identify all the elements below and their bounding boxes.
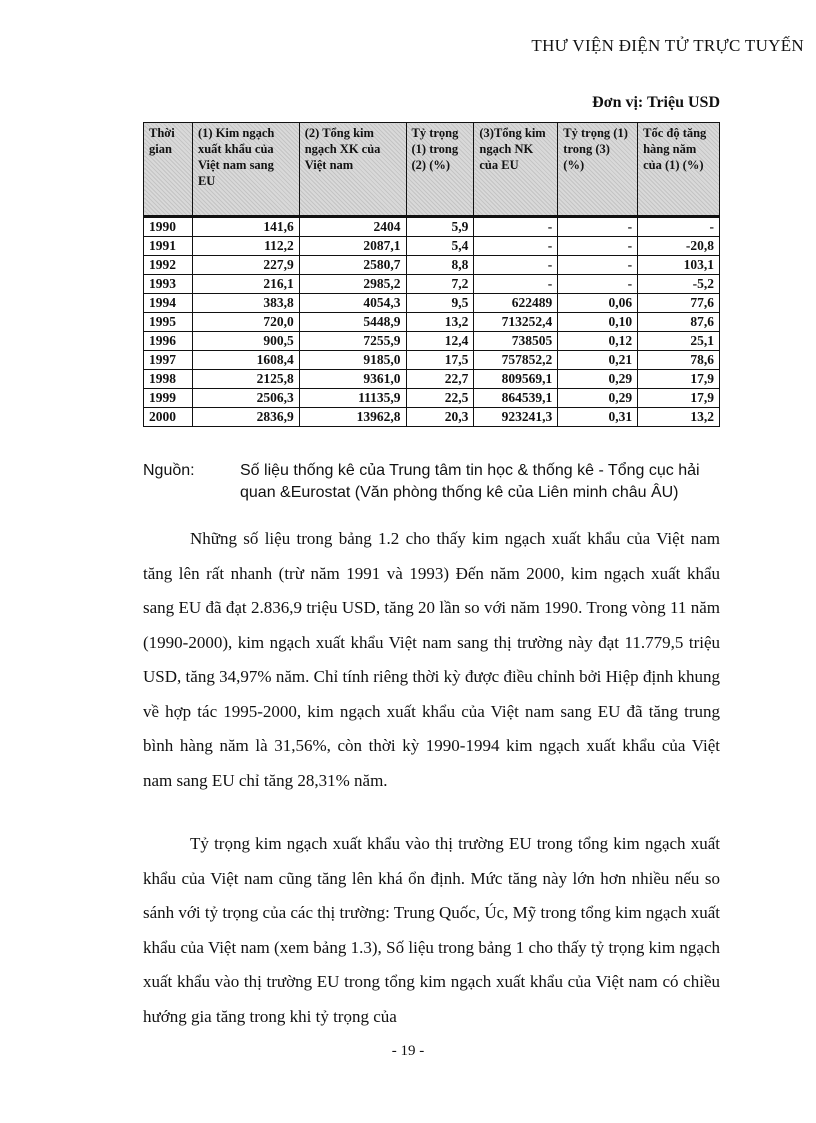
table-row: [144, 370, 720, 389]
table-header-row: [144, 123, 720, 217]
page-number: - 19 -: [391, 1043, 425, 1059]
table-row: [144, 389, 720, 408]
table-cell: -: [474, 256, 558, 275]
export-data-table: [143, 122, 720, 427]
table-cell: -5,2: [638, 275, 720, 294]
table-row: [144, 332, 720, 351]
table-cell: -: [474, 237, 558, 256]
table-cell: -: [474, 275, 558, 294]
table-cell: 900,5: [192, 332, 299, 351]
year-cell: 1998: [144, 370, 193, 389]
table-cell: 0,06: [558, 294, 638, 313]
table-cell: 720,0: [192, 313, 299, 332]
table-cell: 17,9: [638, 370, 720, 389]
header-cell: (1) Kim ngạch xuất khẩu của Việt nam sang EU: [192, 123, 299, 217]
table-cell: 0,21: [558, 351, 638, 370]
table-cell: 7255,9: [299, 332, 406, 351]
table-cell: 0,29: [558, 370, 638, 389]
table-cell: 11135,9: [299, 389, 406, 408]
table-cell: 22,7: [406, 370, 474, 389]
table-cell: 8,8: [406, 256, 474, 275]
table-cell: 22,5: [406, 389, 474, 408]
table-row: [144, 351, 720, 370]
table-cell: 77,6: [638, 294, 720, 313]
library-header: THƯ VIỆN ĐIỆN TỬ TRỰC TUYẾN: [531, 36, 804, 55]
header-cell: Thời gian: [144, 123, 193, 217]
table-cell: 383,8: [192, 294, 299, 313]
table-cell: 9361,0: [299, 370, 406, 389]
table-cell: 25,1: [638, 332, 720, 351]
table-cell: 17,5: [406, 351, 474, 370]
table-cell: 227,9: [192, 256, 299, 275]
table-cell: 112,2: [192, 237, 299, 256]
table-cell: 87,6: [638, 313, 720, 332]
table-row: [144, 313, 720, 332]
table-cell: 12,4: [406, 332, 474, 351]
table-cell: 0,31: [558, 408, 638, 427]
table-cell: 13,2: [406, 313, 474, 332]
table-row: [144, 256, 720, 275]
year-cell: 1991: [144, 237, 193, 256]
table-cell: 2087,1: [299, 237, 406, 256]
table-cell: 103,1: [638, 256, 720, 275]
table-cell: 17,9: [638, 389, 720, 408]
header-cell: Tốc độ tăng hàng năm của (1) (%): [638, 123, 720, 217]
table-cell: 923241,3: [474, 408, 558, 427]
table-cell: -: [558, 256, 638, 275]
unit-label: Đơn vị: Triệu USD: [592, 94, 720, 111]
table-row: [144, 294, 720, 313]
table-cell: 141,6: [192, 217, 299, 237]
table-cell: -: [474, 217, 558, 237]
table-row: [144, 408, 720, 427]
table-cell: 2836,9: [192, 408, 299, 427]
table-cell: 4054,3: [299, 294, 406, 313]
table-row: [144, 275, 720, 294]
table-cell: 2580,7: [299, 256, 406, 275]
table-cell: 9185,0: [299, 351, 406, 370]
table-cell: 5448,9: [299, 313, 406, 332]
source-note: [143, 460, 723, 504]
table-cell: 2985,2: [299, 275, 406, 294]
table-cell: 809569,1: [474, 370, 558, 389]
header-cell: Tỷ trọng (1) trong (2) (%): [406, 123, 474, 217]
table-cell: 0,12: [558, 332, 638, 351]
table-cell: -: [638, 217, 720, 237]
source-text: Số liệu thống kê của Trung tâm tin học & thống kê - Tổng cục hải quan &Eurostat (Văn phòng thống kê của Liên minh châu ÂU): [240, 462, 700, 501]
body-paragraph: Những số liệu trong bảng 1.2 cho thấy kim ngạch xuất khẩu của Việt nam tăng lên rất nhanh (trừ năm 1991 và 1993) Đến năm 2000, kim ngạch xuất khẩu sang EU đã đạt 2.836,9 triệu USD, tăng 20 lần so với năm 1990. Trong vòng 11 năm (1990-2000), kim ngạch xuất khẩu Việt nam sang thị trường này đạt 11.779,5 triệu USD, tăng 34,97% năm. Chỉ tính riêng thời kỳ được điều chỉnh bởi Hiệp định khung về hợp tác 1995-2000, kim ngạch xuất khẩu của Việt nam sang EU đã tăng trung bình hàng năm là 31,56%, còn thời kỳ 1990-1994 kim ngạch xuất khẩu của Việt nam sang EU chỉ tăng 28,31% năm.: [143, 529, 720, 790]
table-cell: 1608,4: [192, 351, 299, 370]
table-cell: 713252,4: [474, 313, 558, 332]
table-cell: 757852,2: [474, 351, 558, 370]
table-cell: 13,2: [638, 408, 720, 427]
table-cell: 9,5: [406, 294, 474, 313]
year-cell: 1993: [144, 275, 193, 294]
table-cell: 864539,1: [474, 389, 558, 408]
table-cell: 2404: [299, 217, 406, 237]
table-cell: 0,10: [558, 313, 638, 332]
table-cell: 13962,8: [299, 408, 406, 427]
table-cell: 738505: [474, 332, 558, 351]
table-cell: 2506,3: [192, 389, 299, 408]
year-cell: 1996: [144, 332, 193, 351]
source-label: Nguồn:: [143, 462, 195, 479]
body-paragraph: Tỷ trọng kim ngạch xuất khẩu vào thị trường EU trong tổng kim ngạch xuất khẩu của Việt nam cũng tăng lên khá ổn định. Mức tăng này lớn hơn nhiều nếu so sánh với tỷ trọng của các thị trường: Trung Quốc, Úc, Mỹ trong tổng kim ngạch xuất khẩu của Việt nam (xem bảng 1.3), Số liệu trong bảng 1 cho thấy tỷ trọng kim ngạch xuất khẩu vào thị trường EU trong tổng kim ngạch xuất khẩu của Việt nam có chiều hướng gia tăng trong khi tỷ trọng của: [143, 834, 720, 1026]
header-cell: (2) Tổng kim ngạch XK của Việt nam: [299, 123, 406, 217]
table-cell: -: [558, 237, 638, 256]
table-cell: 0,29: [558, 389, 638, 408]
table-row: [144, 217, 720, 237]
year-cell: 2000: [144, 408, 193, 427]
header-cell: Tỷ trọng (1) trong (3) (%): [558, 123, 638, 217]
table-cell: 5,4: [406, 237, 474, 256]
table-row: [144, 237, 720, 256]
table-cell: 5,9: [406, 217, 474, 237]
year-cell: 1992: [144, 256, 193, 275]
year-cell: 1995: [144, 313, 193, 332]
table-cell: 20,3: [406, 408, 474, 427]
year-cell: 1999: [144, 389, 193, 408]
table-cell: 78,6: [638, 351, 720, 370]
table-cell: -: [558, 217, 638, 237]
year-cell: 1994: [144, 294, 193, 313]
table-cell: 7,2: [406, 275, 474, 294]
header-cell: (3)Tổng kim ngạch NK của EU: [474, 123, 558, 217]
table-cell: 216,1: [192, 275, 299, 294]
table-cell: 2125,8: [192, 370, 299, 389]
table-cell: -: [558, 275, 638, 294]
table-cell: 622489: [474, 294, 558, 313]
year-cell: 1990: [144, 217, 193, 237]
table-cell: -20,8: [638, 237, 720, 256]
year-cell: 1997: [144, 351, 193, 370]
